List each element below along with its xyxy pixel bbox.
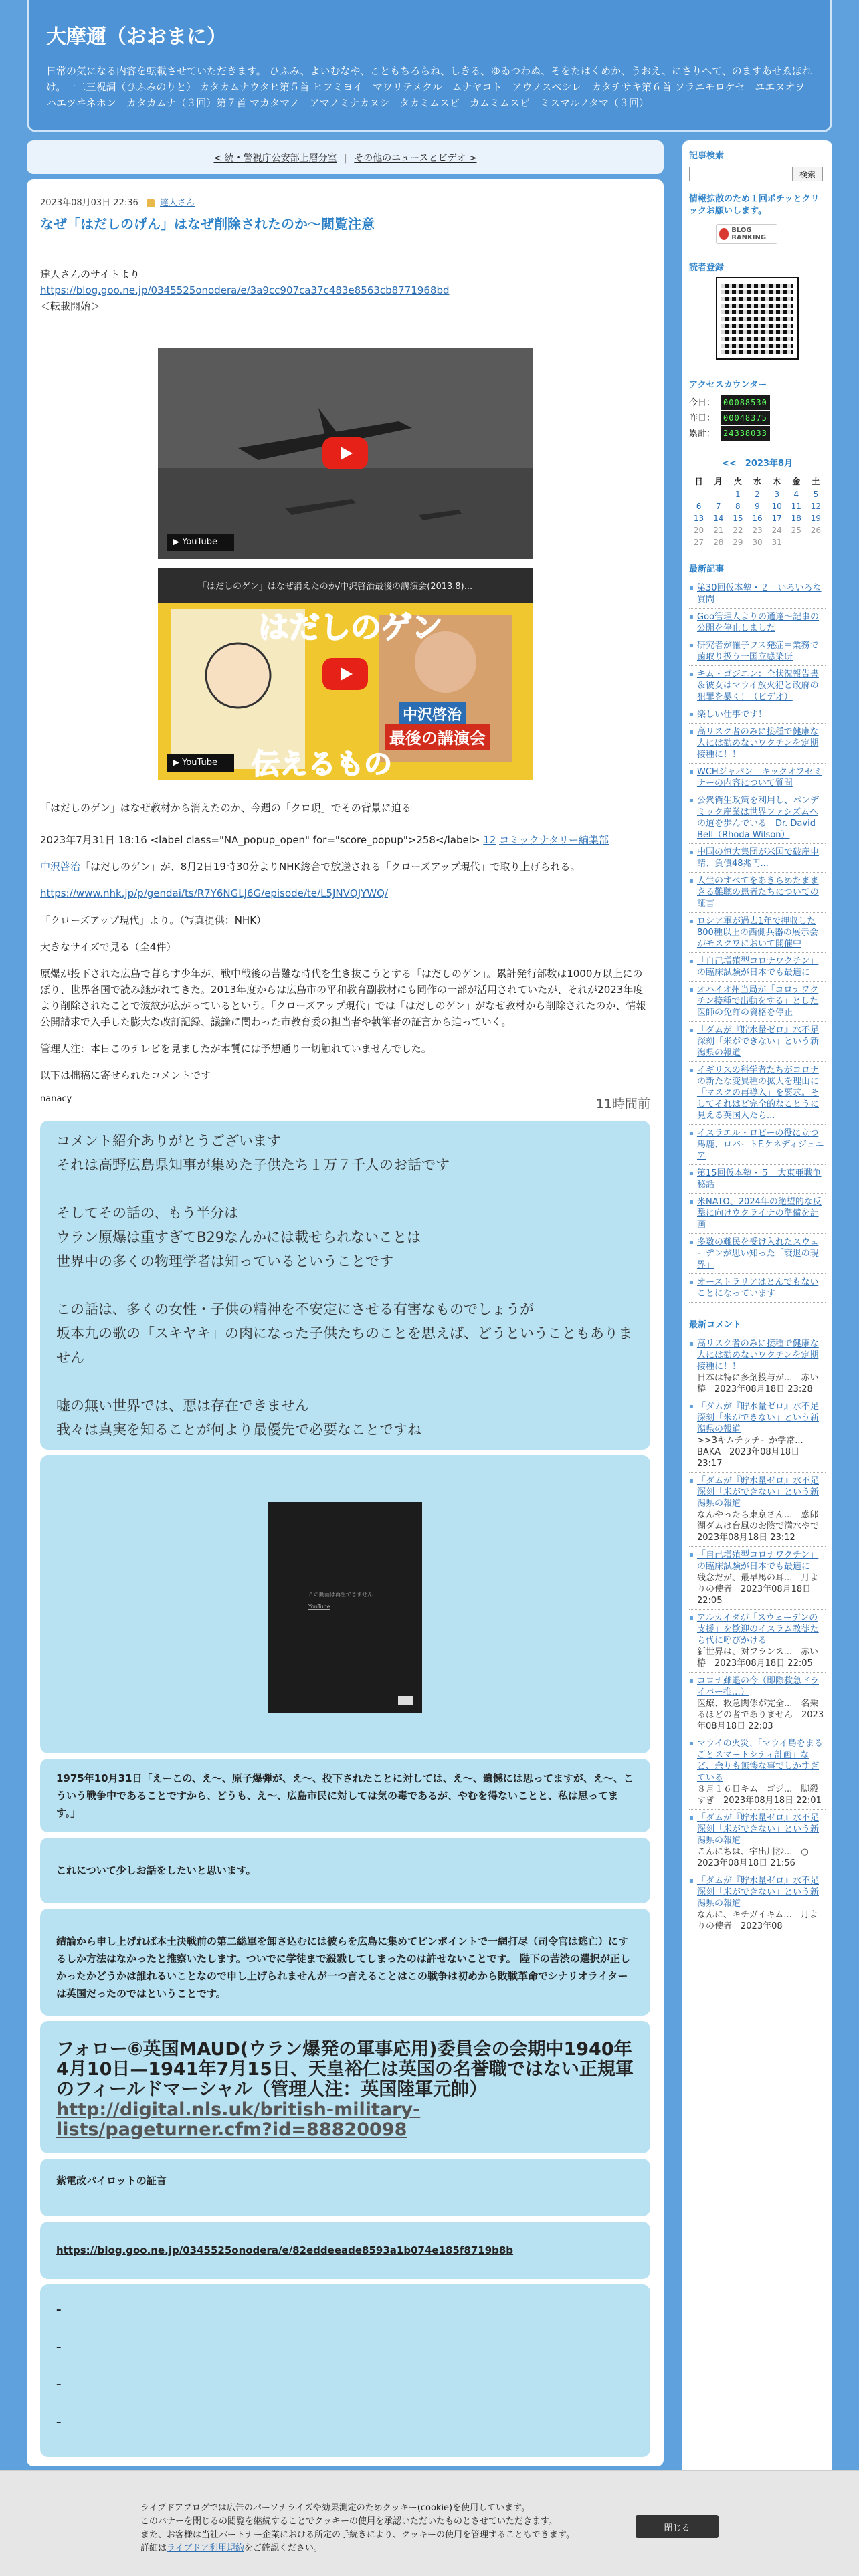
comment-line: コメント紹介ありがとうございます xyxy=(56,1133,281,1149)
total-label: 累計： xyxy=(689,429,716,439)
recent-comment-link[interactable]: 「ダムが『貯水量ゼロ』水不足深刻「米ができない」という新潟県の報道 xyxy=(697,1813,820,1846)
list-item xyxy=(689,1398,826,1473)
cal-day: 29 xyxy=(733,538,743,547)
list-item xyxy=(689,1194,826,1234)
recent-article-link[interactable]: 研究者が罹子フス発症＝業務で菌取り扱う一国立感染研 xyxy=(697,641,819,662)
cal-day[interactable]: 19 xyxy=(810,514,822,523)
cookie-text xyxy=(140,2502,575,2555)
cookie-line xyxy=(140,2542,575,2555)
source-link[interactable]: https://blog.goo.ne.jp/0345525onodera/e/3a9cc907ca37c483e8563cb8771968bd xyxy=(40,284,450,296)
total-count: 24338033 xyxy=(721,426,770,441)
today-label: 今日： xyxy=(689,398,716,408)
blog-ranking-badge[interactable] xyxy=(716,224,777,244)
list-item xyxy=(689,792,826,844)
post-meta xyxy=(40,195,650,208)
list-item xyxy=(689,1022,826,1062)
comment-empty-block xyxy=(40,2284,650,2457)
comment-video-block xyxy=(40,1455,650,1753)
recent-comment-excerpt: 新世界は、対フランス... 赤い椿 2023年08月18日 22:05 xyxy=(697,1647,819,1669)
pilot-heading: 紫電改パイロットの証言 xyxy=(56,2175,167,2187)
cookie-line: また、お客様は当社パートナー企業における所定の手続きにより、クッキーの使用を管理することもできます。 xyxy=(140,2530,575,2540)
today-count: 00088530 xyxy=(721,395,770,410)
list-item xyxy=(689,1125,826,1165)
list-item xyxy=(689,1547,826,1610)
recent-article-link[interactable]: イスラエル・ロビーの役に立つ馬鹿、ロバートF.ケネディジュニア xyxy=(697,1128,824,1161)
cal-day[interactable]: 17 xyxy=(771,514,782,523)
comment-line3: 結論から申し上げれば本土決戦前の第二総軍を卸さ込むには彼らを広島に集めてピンポイントで一網打尽（司令官は逃亡）にするしか方法はなかったと推察いたします。ついでに学徒まで殺戮してしまったのは許せないことです。 陛下の苦渋の選択が正しかったかどうかは誰れるいことなので申し上げられませんが一つ言えることはこの戦争は初めから敗戦革命でシナリオライターは英国だったのではということです。 xyxy=(56,1935,630,2000)
next-post-link[interactable]: その他のニュースとビデオ > xyxy=(354,153,477,164)
nhk-link[interactable]: https://www.nhk.jp/p/gendai/ts/R7Y6NGLJ6G/episode/te/L5JNVQJYWQ/ xyxy=(40,887,388,899)
intro-text: 達人さんのサイトより xyxy=(40,268,140,280)
post-author[interactable]: 達人さん xyxy=(160,198,195,208)
recent-comments-list xyxy=(689,1335,826,1935)
recent-article-link[interactable]: 公衆衛生政策を利用し、パンデミック産業は世界ファシズムへの道を歩んでいる Dr. David Bell（Rhoda Wilson） xyxy=(697,796,820,840)
list-item xyxy=(689,637,826,666)
cal-day xyxy=(787,536,806,548)
cal-head: 火 xyxy=(733,477,742,486)
cal-day[interactable]: 7 xyxy=(715,502,721,511)
comment-line2-block xyxy=(40,1838,650,1903)
comment-line2: これについて少しお話をしたいと思います。 xyxy=(56,1864,256,1876)
admin-note: 管理人注：本日このテレビを見ましたが本質には予想通り一切触れていませんでした。 xyxy=(40,1043,432,1055)
comment-pilot-block xyxy=(40,2159,650,2216)
cal-day: 28 xyxy=(713,538,724,547)
recent-comment-excerpt: なんやったら東京さん... 惑郎湖ダムは台風のお陰で満水やで 2023年08月18日 23:12 xyxy=(697,1510,828,1543)
comment-maud-block xyxy=(40,2021,650,2153)
comment-pilot-link-block xyxy=(40,2222,650,2279)
search-heading: 記事検索 xyxy=(689,151,725,161)
list-item xyxy=(689,1872,826,1935)
comment-line: そしてその話の、もう半分は xyxy=(56,1205,239,1221)
cal-day: 31 xyxy=(771,538,782,547)
terms-link[interactable]: ライブドア利用規約 xyxy=(167,2543,244,2553)
comment-line: 世界中の多くの物理学者は知っているということです xyxy=(56,1253,393,1269)
cal-head: 水 xyxy=(753,477,761,486)
list-item xyxy=(689,1673,826,1735)
cal-day[interactable]: 8 xyxy=(735,502,741,511)
list-item xyxy=(689,844,826,873)
thumbnail-subtitle: 最後の講演会 xyxy=(385,724,490,750)
qr-code-icon[interactable] xyxy=(717,278,797,358)
cal-day[interactable]: 18 xyxy=(791,514,801,523)
comment-quote-block xyxy=(40,1759,650,1832)
yesterday-label: 昨日： xyxy=(689,413,716,423)
list-item xyxy=(689,1274,826,1303)
comment-block-1 xyxy=(40,1121,650,1450)
ranking-label: BLOG RANKING xyxy=(731,227,767,241)
cal-head: 木 xyxy=(773,477,781,486)
search-button[interactable]: 検索 xyxy=(792,167,823,181)
cal-day[interactable]: 2 xyxy=(755,490,760,499)
recent-article-link[interactable]: 米NATO、2024年の絶望的な反撃に向けウクライナの準備を計画 xyxy=(697,1197,822,1230)
list-item xyxy=(689,1473,826,1547)
cookie-line: このバナーを閉じるの閲覧を継続することでクッキーの使用を承認いただいたものとさせていただきます。 xyxy=(140,2516,557,2527)
cal-day: 20 xyxy=(693,526,704,535)
cal-day[interactable]: 16 xyxy=(752,514,763,523)
recent-article-link[interactable]: 楽しい仕事です！ xyxy=(697,710,767,720)
cal-day: 24 xyxy=(771,526,782,535)
comment-count-link[interactable]: 12 xyxy=(483,834,496,846)
calendar xyxy=(689,474,826,548)
comment-time: 11時間前 xyxy=(595,1097,650,1111)
cal-day[interactable]: 10 xyxy=(771,502,782,511)
cal-head: 金 xyxy=(792,477,801,486)
recent-comment-link[interactable]: 高リスク者のみに接種で健康な人には勧めないワクチンを定期接種に！！ xyxy=(697,1339,819,1372)
access-counter xyxy=(689,395,826,441)
video-unavailable-link[interactable]: YouTube xyxy=(308,1604,330,1610)
thumbnail-headline: はだしのゲン xyxy=(258,609,443,645)
recent-articles-heading: 最新記事 xyxy=(689,564,725,574)
unavailable-video[interactable] xyxy=(268,1502,422,1713)
video-unavailable-text: この動画は再生できません xyxy=(308,1592,373,1598)
cookie-line: ライブドアブログでは広告のパーソナライズや効果測定のためクッキー(cookie)を使用しています。 xyxy=(140,2503,531,2513)
recent-article-link[interactable]: 人生のすべてをあきらめたままきる難聴の患者たちについての証言 xyxy=(697,876,819,909)
dash-line: – xyxy=(56,2303,62,2315)
comment-line xyxy=(56,1273,634,1297)
list-item xyxy=(689,1062,826,1125)
dash-line: – xyxy=(56,2416,62,2428)
paragraph-5[interactable]: 大きなサイズで見る（全4件） xyxy=(40,941,177,953)
paragraph-4: 「クローズアップ現代」より。（写真提供：NHK） xyxy=(40,914,267,926)
comments-intro: 以下は拙稿に寄せられたコメントです xyxy=(40,1069,211,1081)
recent-articles-list xyxy=(689,580,826,1303)
youtube-watch-button[interactable]: ▶ YouTube xyxy=(167,754,234,772)
youtube-watch-button[interactable]: ▶ YouTube xyxy=(167,534,234,551)
list-item xyxy=(689,706,826,724)
embedded-video-1[interactable] xyxy=(158,348,533,559)
dash-line: – xyxy=(56,2341,62,2353)
cookie-line-text: をご確認ください。 xyxy=(244,2543,322,2553)
comment-line xyxy=(56,1370,634,1394)
list-item xyxy=(689,1810,826,1872)
play-button[interactable] xyxy=(322,437,368,469)
cal-day[interactable]: 9 xyxy=(755,502,760,511)
cookie-close-button[interactable]: 閉じる xyxy=(636,2515,719,2538)
recent-article-link[interactable]: 中国の恒大集団が米国で破産申請、負債48兆円... xyxy=(697,847,820,869)
cookie-line-text: 詳細は xyxy=(140,2543,167,2553)
recent-comment-link[interactable]: 「ダムが『貯水量ゼロ』水不足深刻「米ができない」という新潟県の報道 xyxy=(697,1876,820,1909)
cal-head: 土 xyxy=(812,477,820,486)
list-item xyxy=(689,982,826,1022)
cal-day xyxy=(806,536,826,548)
comment-line: ウラン原爆は重すぎてB29なんかには載せられないことは xyxy=(56,1229,421,1245)
recent-article-link[interactable]: イギリスの科学者たちがコロナの新たな変異種の拡大を理由に「マスクの再導入」を要求。そしてそれはど完全的なことうに見える英国人たち... xyxy=(697,1065,820,1121)
recent-comment-excerpt: 医療、救急関係が完全... 名乗るほどの者でありません 2023年08月18日 22:03 xyxy=(697,1699,824,1731)
recent-article-link[interactable]: キム・ゴジエン：全状況報告書＆彼女はマウイ放火犯と政府の犯罪を暴く！（ビデオ） xyxy=(697,669,819,702)
list-item xyxy=(689,953,826,982)
comment-line: この話は、多くの女性・子供の精神を不安定にさせる有害なものでしょうが xyxy=(56,1301,534,1317)
comment-line: 我々は真実を知ることが何より最優先で必要なことですね xyxy=(56,1422,421,1438)
post-navigation xyxy=(27,140,664,174)
cal-day: 23 xyxy=(752,526,763,535)
cal-day[interactable]: 14 xyxy=(713,514,724,523)
comment-author: nanacy xyxy=(40,1094,72,1104)
cal-day xyxy=(689,488,708,500)
recent-comment-excerpt: ８月１６日キム ゴジ... 脚殺すぎ 2023年08月18日 22:01 xyxy=(697,1784,822,1806)
cal-day: 25 xyxy=(791,526,801,535)
nav-separator: | xyxy=(344,153,347,164)
ranking-promo: 情報拡散のため１回ポチッとクリックお願いします。 xyxy=(689,194,820,216)
cal-day[interactable]: 1 xyxy=(735,490,741,499)
prev-post-link[interactable]: < 続・警視庁公安部上層分室 xyxy=(213,153,337,164)
recent-article-link[interactable]: 多数の難民を受け入れたスウェーデンが思い知った「衰退の現界」 xyxy=(697,1237,819,1270)
cal-day[interactable]: 4 xyxy=(793,490,799,499)
recent-comments-heading: 最新コメント xyxy=(689,1320,742,1330)
article-main xyxy=(27,179,664,2466)
recent-comment-excerpt: こんにちは、宇出川沙... ○ 2023年08月18日 21:56 xyxy=(697,1847,818,1868)
cal-day[interactable]: 11 xyxy=(791,502,801,511)
post-title[interactable]: なぜ「はだしのげん」はなぜ削除されたのか〜閲覧注意 xyxy=(40,216,375,232)
comment-line3-block xyxy=(40,1909,650,2016)
dash-line: – xyxy=(56,2378,62,2390)
comment-header xyxy=(40,1094,650,1115)
list-item xyxy=(689,1335,826,1398)
recent-article-link[interactable]: Goo管理人よりの通達〜記事の公開を停止しました xyxy=(697,612,819,633)
recent-article-link[interactable]: 高リスク者のみに接種で健康な人には勧めないワクチンを定期接種に！！ xyxy=(697,727,819,760)
blog-header xyxy=(27,0,832,132)
yesterday-count: 00048375 xyxy=(721,411,770,425)
list-item xyxy=(689,1735,826,1810)
blog-title[interactable]: 大摩邇（おおまに） xyxy=(46,25,227,49)
play-button[interactable] xyxy=(322,658,368,690)
search-form xyxy=(689,167,826,181)
comment-line: それは高野広島県知事が集めた子供たち１万７千人のお話です xyxy=(56,1157,450,1173)
post-date: 2023年08月03日 22:36 xyxy=(40,198,138,208)
cal-day[interactable]: 6 xyxy=(696,502,702,511)
cal-day: 21 xyxy=(713,526,724,535)
list-item xyxy=(689,666,826,706)
list-item xyxy=(689,609,826,637)
recent-comment-excerpt: 残念だが、最早馬の耳... 月よりの使者 2023年08月18日 22:05 xyxy=(697,1573,819,1606)
recent-article-link[interactable]: 「ダムが『貯水量ゼロ』水不足深刻「米ができない」という新潟県の報道 xyxy=(697,1025,820,1058)
list-item xyxy=(689,580,826,609)
cal-day xyxy=(708,488,728,500)
paragraph-3-text: 「はだしのゲン」が、8月2日19時30分よりNHK総合で放送される「クローズアップ現代」で取り上げられる。 xyxy=(80,861,581,873)
maud-link[interactable]: http://digital.nls.uk/british-military-lists/pageturner.cfm?id=88820098 xyxy=(56,2099,421,2140)
pilot-link[interactable]: https://blog.goo.ne.jp/0345525onodera/e/82eddeeade8593a1b074e185f8719b8b xyxy=(56,2244,514,2256)
list-item xyxy=(689,1234,826,1274)
recent-article-link[interactable]: オーストラリアはとんでもないことになっています xyxy=(697,1277,819,1299)
recent-comment-excerpt: >>3キムチッチーか学常... BAKA 2023年08月18日 23:17 xyxy=(697,1436,812,1469)
list-item xyxy=(689,764,826,792)
recent-article-link[interactable]: 「自己増殖型コロナワクチン」の臨床試験が日本でも最適に xyxy=(697,956,819,978)
showa-quote: 1975年10月31日「えーこの、え〜、原子爆弾が、え〜、投下されたことに対しては、え〜、遺憾には思ってますが、え〜、こういう戦争中であることですから、どうも、え〜、広島市民に対しては気の毒であるが、やむを得ないことと、私は思ってます。」 xyxy=(56,1772,634,1819)
maud-title: フォロー⑥英国MAUD(ウラン爆発の軍事応用)委員会の会期中1940年4月10日—1941年7月15日、天皇裕仁は英国の名誉職ではない正規軍のフィールドマーシャル（管理人注：英国陸軍元帥） xyxy=(56,2039,634,2100)
recent-comment-link[interactable]: コロナ難退の今（即際救急ドライバー推…） xyxy=(697,1676,820,1697)
list-item xyxy=(689,873,826,913)
cal-day[interactable]: 3 xyxy=(774,490,779,499)
cal-day: 27 xyxy=(693,538,704,547)
comment-line: 坂本九の歌の「スキヤキ」の肉になった子供たちのことを思えば、どうということもありません xyxy=(56,1325,632,1366)
reader-heading: 読者登録 xyxy=(689,263,725,273)
recent-comment-excerpt: 日本は特に多剤投与が... 赤い椿 2023年08月18日 23:28 xyxy=(697,1373,819,1394)
cal-day: 30 xyxy=(752,538,763,547)
recent-comment-excerpt: なんに、キチガイキム... 月よりの使者 2023年08 xyxy=(697,1910,818,1931)
search-input[interactable] xyxy=(689,167,789,181)
youtube-icon[interactable] xyxy=(398,1696,413,1705)
comment-line: 嘘の無い世界では、悪は存在できません xyxy=(56,1398,309,1414)
list-item xyxy=(689,1165,826,1194)
recent-comment-link[interactable]: マウイの火災、「マウイ島をまるごとスマートシティ計画」など、余りも無惨な事でしかすぎている xyxy=(697,1739,823,1783)
embedded-video-2[interactable] xyxy=(158,568,533,780)
thumbnail-caption: 伝えるもの xyxy=(252,748,393,780)
author-icon xyxy=(147,199,155,207)
natalie-link[interactable]: コミックナタリー編集部 xyxy=(499,834,609,846)
cal-day[interactable]: 12 xyxy=(810,502,822,511)
blog-description: 日常の気になる内容を転載させていただきます。 ひふみ、よいむなや、こともちろらね、しきる、ゆゐつわぬ、そをたはくめか、うおえ、にさりへて、のますあせゑほれけ。一二三祝詞（ひふみのりと） カタカムナウタヒ第５首 ヒフミヨイ マワリテメクル ムナヤコト アウノスベシレ カタチサキ第６首 ソラニモロケセ ユエヌオヲ ハエツヰネホン カタカムナ（３回）第７首 マカタマノ アマノミナカヌシ タカミムスビ カムミムスビ ミスマルノタマ（３回） xyxy=(46,65,816,109)
recent-comment-link[interactable]: アルカイダが「スウェーデンの支援」を歓迎のイスラム教徒たち代に呼びかける xyxy=(697,1613,819,1646)
calendar-title[interactable]: << 2023年8月 xyxy=(721,459,793,469)
cookie-banner xyxy=(0,2470,859,2576)
ranking-icon xyxy=(719,228,729,240)
list-item xyxy=(689,913,826,953)
list-item xyxy=(689,724,826,764)
recent-comment-link[interactable]: 「自己増殖型コロナワクチン」の臨床試験が日本でも最適に xyxy=(697,1550,819,1572)
recent-article-link[interactable]: 第30回仮本塾・２ いろいろな質問 xyxy=(697,583,822,605)
cal-head: 月 xyxy=(714,477,723,486)
recent-article-link[interactable]: 第15回仮本塾・５ 大東亜戦争秘話 xyxy=(697,1168,822,1190)
transfer-start: ＜転載開始＞ xyxy=(40,300,101,312)
recent-article-link[interactable]: オハイオ州当局が「コロナワクチン接種で出動をする」とした医師の免許の資格を停止 xyxy=(697,985,819,1018)
list-item xyxy=(689,1610,826,1673)
cal-head: 日 xyxy=(694,477,703,486)
recent-article-link[interactable]: WCHジャパン キックオフセミナーの内容について質問 xyxy=(697,767,822,788)
access-heading: アクセスカウンター xyxy=(689,380,767,390)
cal-day[interactable]: 13 xyxy=(693,514,704,523)
cal-day: 26 xyxy=(810,526,822,535)
paragraph-3 xyxy=(40,859,650,875)
cal-day[interactable]: 15 xyxy=(733,514,743,523)
recent-article-link[interactable]: ロシア軍が過去1年で押収した800種以上の西側兵器の展示会がモスクワにおいて開催中 xyxy=(697,916,818,949)
video-title: 「はだしのゲン」はなぜ消えたのか/中沢啓治最後の講演会(2013.8)... xyxy=(198,582,473,592)
paragraph-2-text: 2023年7月31日 18:16 <label class="NA_popup_open" for="score_popup">258</label> xyxy=(40,834,484,846)
paragraph-2 xyxy=(40,832,650,848)
paragraph-1: 「はだしのゲン」はなぜ教材から消えたのか、今週の「クロ現」でその背景に迫る xyxy=(40,802,411,814)
sidebar xyxy=(682,140,832,2548)
nakazawa-link[interactable]: 中沢啓治 xyxy=(40,861,81,873)
cal-day[interactable]: 5 xyxy=(813,490,819,499)
recent-comment-link[interactable]: 「ダムが『貯水量ゼロ』水不足深刻「米ができない」という新潟県の報道 xyxy=(697,1476,820,1509)
recent-comment-link[interactable]: 「ダムが『貯水量ゼロ』水不足深刻「米ができない」という新潟県の報道 xyxy=(697,1402,820,1434)
paragraph-6: 原爆が投下された広島で暮らす少年が、戦中戦後の苦難な時代を生き抜こうとする「はだしのゲン」。累計発行部数は1000万以上にのぼり、世界各国で読み継がれてきた。2013年度からは広島市の平和教育副教材にも同作の一部が活用されていたが、それが2023年度より削除されたことで波紋が広がっているという。「クローズアップ現代」では「はだしのゲン」がなぜ教材から削除されたのか、情報公開請求で入手した膨大な改訂記録、議論に関わった市教育委の担当者や執筆者の証言から迫っていく。 xyxy=(40,968,646,1028)
thumbnail-name: 中沢啓治 xyxy=(399,702,466,726)
cal-day: 22 xyxy=(733,526,743,535)
comment-line xyxy=(56,1177,634,1201)
